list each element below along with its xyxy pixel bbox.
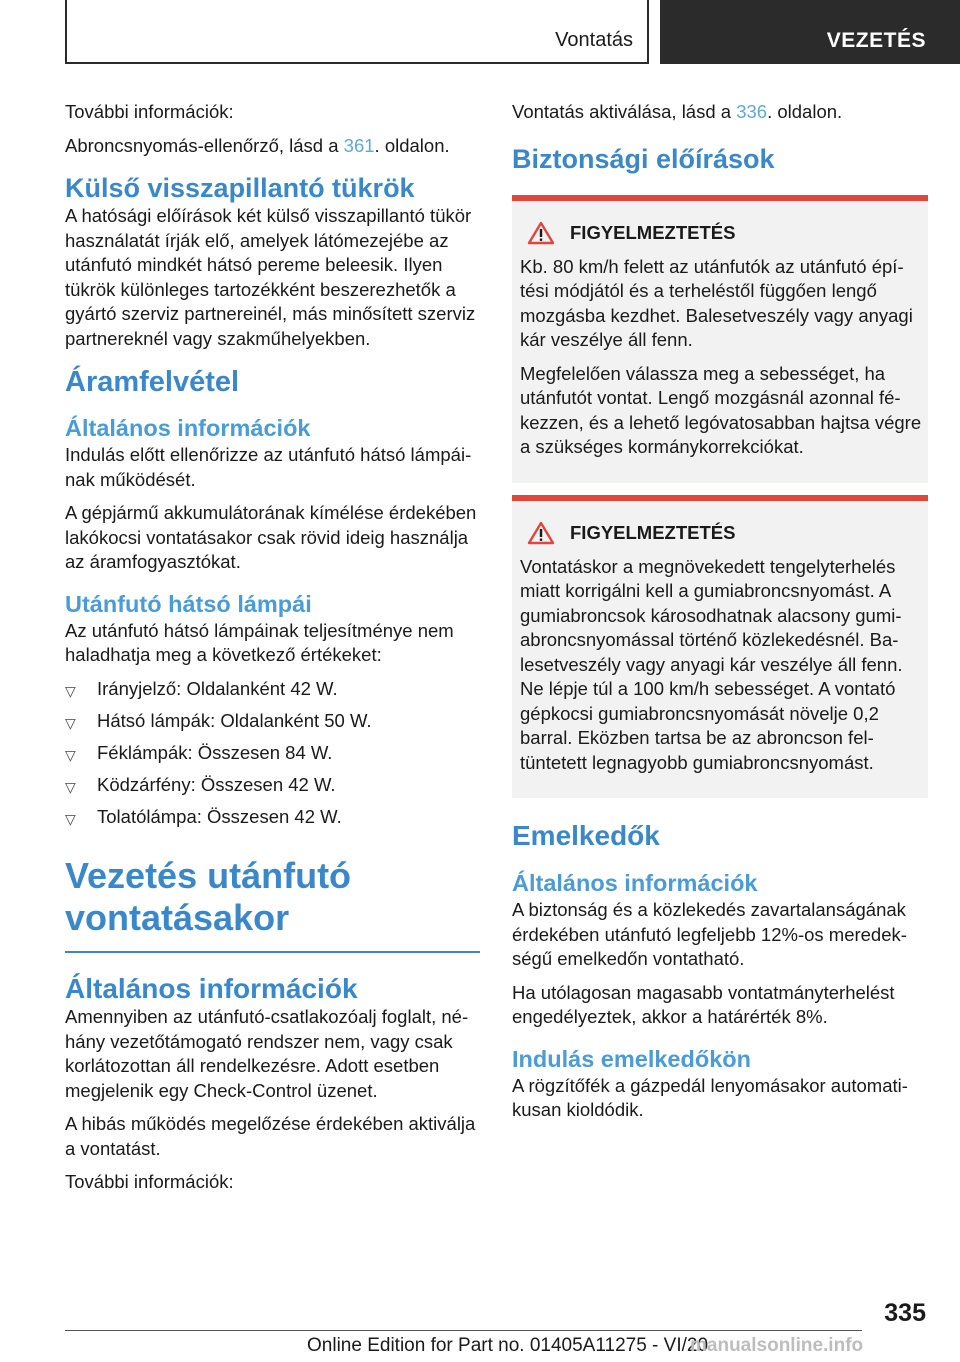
watermark: manualsonline.info (690, 1335, 864, 1356)
lamps-paragraph: Az utánfutó hátsó lámpáinak teljesítménye nem haladhatja meg a következő értékeket: (65, 619, 454, 665)
mirrors-paragraph: A hatósági előírások két külső visszapillantó tükör használatát írják elő, amelyek látómezejébe az utánfutó mindkét hátsó pereme beleesik. Ilyen tükrök különleges tartozékként beszerezhetők a gyártó szerviz partnereinél, más minősített szerviz partnereknél vagy szakműhelyekben. (65, 205, 476, 349)
driving-paragraph-1: Amennyiben az utánfutó-csatlakozóalj foglalt, néhány vezetőtámogató rendszer nem, vagy csak korlátozottan áll rendelkezésre. Adott esetben megjelenik egy Check-Control üzenet. (65, 1006, 469, 1101)
power-heading: Áramfelvétel (65, 366, 240, 398)
footer-edition: Online Edition for Part no. 01405A11275 - VI/20 (307, 1335, 709, 1356)
warning-title (520, 221, 922, 245)
ref-suffix: . oldalon. (374, 134, 450, 156)
list-item (65, 709, 480, 734)
ref-suffix: . oldalon. (767, 101, 843, 122)
list-item-text: Irányjelző: Oldalanként 42 W. (97, 677, 338, 699)
header-section-tab (65, 0, 649, 64)
driving-paragraph-2: A hibás működés megelőzése érdekében aktiválja a vontatást. (65, 1113, 476, 1159)
triangle-bullet-icon: ▽ (65, 746, 76, 763)
ref-text: Vontatás aktiválása, lásd a (512, 101, 737, 122)
hill-start-heading: Indulás emelkedőkön (512, 1045, 751, 1072)
hill-start-paragraph: A rögzítőfék a gázpedál lenyomásakor automatikusan kioldódik. (512, 1074, 908, 1120)
driving-heading-line-1: Vezetés utánfutó (65, 855, 352, 896)
power-paragraph-2: A gépjármű akkumulátorának kímélése érdekében lakókocsi vontatásakor csak rövid ideig használja az áramfogyasztókat. (65, 502, 477, 572)
list-item (65, 805, 480, 830)
warning-box-2 (512, 495, 928, 799)
right-column (512, 100, 928, 1132)
warning-1-paragraph-2: Megfelelően válassza meg a sebességet, ha utánfutót vontat. Lengő mozgásnál azonnal fékezzen, és a lehető legóvatosabban hajtsa végre a szükséges kormánykorrekciókat. (520, 362, 922, 457)
tire-pressure-reference (65, 134, 480, 159)
warning-1-paragraph-1: Kb. 80 km/h felett az utánfutók az utánfutó építési módjától és a terheléstől függően lengő mozgásba kezdhet. Balesetveszély vagy anyagi kár veszélye áll fenn. (520, 255, 913, 350)
warning-triangle-icon (524, 221, 558, 245)
list-item-text: Tolatólámpa: Összesen 42 W. (97, 805, 342, 827)
slopes-general-heading: Általános információk (512, 870, 758, 896)
more-info-label-2: További információk: (65, 1171, 234, 1192)
warning-label: FIGYELMEZTETÉS (570, 521, 736, 543)
triangle-bullet-icon: ▽ (65, 778, 76, 795)
warning-box-1 (512, 195, 928, 483)
list-item (65, 677, 480, 702)
triangle-bullet-icon: ▽ (65, 682, 76, 699)
header-chapter-label: VEZETÉS (826, 29, 926, 52)
lamps-heading: Utánfutó hátsó lámpái (65, 590, 312, 617)
list-item (65, 741, 480, 766)
safety-heading: Biztonsági előírások (512, 143, 775, 174)
driving-heading-line-2: vontatásakor (65, 897, 290, 938)
left-column (65, 100, 480, 1204)
page-link-361[interactable]: 361 (343, 134, 375, 156)
power-general-heading: Általános információk (65, 415, 311, 441)
power-paragraph-1: Indulás előtt ellenőrizze az utánfutó hátsó lámpáinak működését. (65, 444, 472, 490)
more-info-label: További információk: (65, 101, 234, 122)
section-divider (65, 951, 480, 953)
warning-label: FIGYELMEZTETÉS (570, 221, 736, 243)
header-section-label: Vontatás (555, 29, 633, 51)
mirrors-heading: Külső visszapillantó tükrök (65, 173, 415, 203)
list-item-text: Hátsó lámpák: Oldalanként 50 W. (97, 709, 372, 731)
list-item-text: Féklámpák: Összesen 84 W. (97, 741, 333, 763)
footer-divider (65, 1330, 862, 1331)
driving-heading (65, 855, 480, 939)
warning-triangle-icon (524, 521, 558, 545)
list-item-text: Ködzárfény: Összesen 42 W. (97, 773, 336, 795)
header-chapter-tab (660, 0, 960, 64)
page-number: 335 (884, 1299, 926, 1327)
triangle-bullet-icon: ▽ (65, 810, 76, 827)
driving-general-heading: Általános információk (65, 973, 358, 1004)
list-item (65, 773, 480, 798)
slopes-heading: Emelkedők (512, 820, 660, 851)
ref-text: Abroncsnyomás-ellenőrző, lásd a (65, 134, 344, 156)
triangle-bullet-icon: ▽ (65, 714, 76, 731)
warning-2-paragraph: Vontatáskor a megnövekedett tengelyterhelés miatt korrigálni kell a gumiabroncsnyomást. A gumiabroncsok károsodhatnak alacsony gumiabroncsnyomással történő közlekedésnél. Balesetveszély vagy anyagi kár veszélye áll fenn. Ne lépje túl a 100 km/h sebességet. A vontató gépkocsi gumiabroncsnyomását növelje 0,2 barral. Eközben tartsa be az abroncson feltüntetett legnagyobb gumiabroncsnyomást. (520, 555, 903, 773)
lamps-list (65, 677, 480, 830)
page-link-336[interactable]: 336 (736, 101, 768, 122)
slopes-paragraph-1: A biztonság és a közlekedés zavartalanságának érdekében utánfutó legfeljebb 12%-os meredekségű emelkedőn vontatható. (512, 899, 907, 969)
slopes-paragraph-2: Ha utólagosan magasabb vontatmányterhelést engedélyeztek, akkor a határérték 8%. (512, 981, 895, 1027)
towing-reference (512, 100, 928, 125)
warning-title (520, 521, 922, 545)
